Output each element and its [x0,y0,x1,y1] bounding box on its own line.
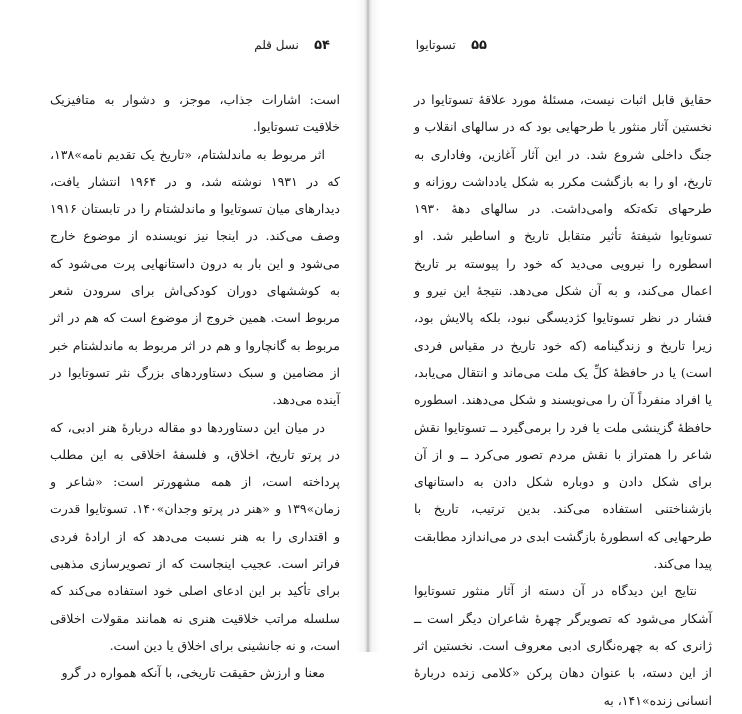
left-paragraph-3: در میان این دستاوردها دو مقاله دربارهٔ هنر ادبی، که در پرتو تاریخ، اخلاق، و فلسفهٔ اخلاقی به این مطلب پرداخته است، از همه مشهورتر است: «شاعر و زمان»۱۳۹ و «هنر در پرتو وجدان»۱۴۰. تسوتایوا قدرت و اقتداری را به هنر نسبت می‌دهد که از ارادهٔ فردی فراتر است. عجیب اینجاست که از تصویرسازی مذهبی برای تأکید بر این ادعای اصلی خود استفاده می‌کند که سلسله مراتب خلاقیت هنری نه همانند مقولات اخلاقی است، و نه جانشینی برای اخلاق یا دین است. [50,419,340,653]
left-running-head: نسل قلم [254,38,299,52]
right-page [372,0,742,708]
left-page-number: ۵۴ [314,38,330,53]
left-page-body [50,86,340,687]
left-page-header [254,38,330,53]
left-paragraph-1: است: اشارات جذاب، موجز، و دشوار به متافیزیک خلاقیت تسوتایوا. [50,92,340,135]
left-page [0,0,370,681]
right-page-number: ۵۵ [471,38,487,53]
right-running-head: تسوتایوا [415,38,456,52]
left-paragraph-2: اثر مربوط به ماندلشتام، «تاریخ یک تقدیم نامه»۱۳۸، که در ۱۹۳۱ نوشته شد، و در ۱۹۶۴ انتشار یافت، دیدارهای میان تسوتایوا و ماندلشتام را در تابستان ۱۹۱۶ وصف می‌کند. در اینجا نیز نویسنده از موضوع خارج می‌شود و این بار به درون داستانهایی پرت می‌شود که به کوششهای دوران کودکی‌اش برای سرودن شعر مربوط است. همین خروج از موضوع است که هم در اثر مربوط به گانچاروا و هم در اثر مربوط به ماندلشتام خبر از مضامین و سبک دستاوردهای بزرگ نثر تسوتایوا در آینده می‌دهد. [50,146,341,408]
right-paragraph-1: حقایق قابل اثبات نیست، مسئلهٔ مورد علاقهٔ تسوتایوا در نخستین آثار منثور یا طرحهایی بود که در سالهای انقلاب و جنگ داخلی شروع شد. در این آثار آغازین، وفاداری به تاریخ، او را به بازگشت مکرر به شکل یادداشت روزانه و طرحهای تکه‌تکه وامی‌داشت. در سالهای دههٔ ۱۹۳۰ تسوتایوا شیفتهٔ تأثیر متقابل تاریخ و اساطیر شد. او اسطوره را نیرویی می‌دید که خود را پیوسته بر تاریخ اعمال می‌کند، و به آن شکل می‌دهد. نتیجهٔ این نیرو و فشار در نظر تسوتایوا کژدیسگی نبود، بلکه پالایش بود، زیرا تاریخ و زندگینامه (که خود تاریخ در مقیاس فردی است) یا در حافظهٔ کلِّ یک ملت می‌ماند و انتقال می‌یابد، یا افراد منفرداً آن را می‌نویسند و شکل می‌دهند. اسطوره حافظهٔ گزینشی ملت یا فرد را برمی‌گیرد ــ تسوتایوا نقش شاعر را همتراز با نقش مردم تصور می‌کرد ــ و از آن برای شکل دادن و دوباره شکل دادن به داستانهای بازشناختنی استفاده می‌کند. بدین ترتیب، تاریخ با طرحهایی که اسطورهٔ بازگشت ابدی در می‌اندازد مطابقت پیدا می‌کند. [414,92,712,572]
left-paragraph-4: معنا و ارزش حقیقت تاریخی، با آنکه همواره در گرو [61,665,325,681]
right-page-header [416,38,487,53]
right-page-body [414,86,712,714]
right-paragraph-2: نتایج این دیدگاه در آن دسته از آثار منثور تسوتایوا آشکار می‌شود که تصویرگر چهرهٔ شاعران دیگر است ــ ژانری که به چهره‌نگاری ادبی معروف است. نخستین اثر از این دسته، با عنوان دهان پرکن «کلامی زنده دربارهٔ انسانی زنده»۱۴۱، به [414,583,712,708]
